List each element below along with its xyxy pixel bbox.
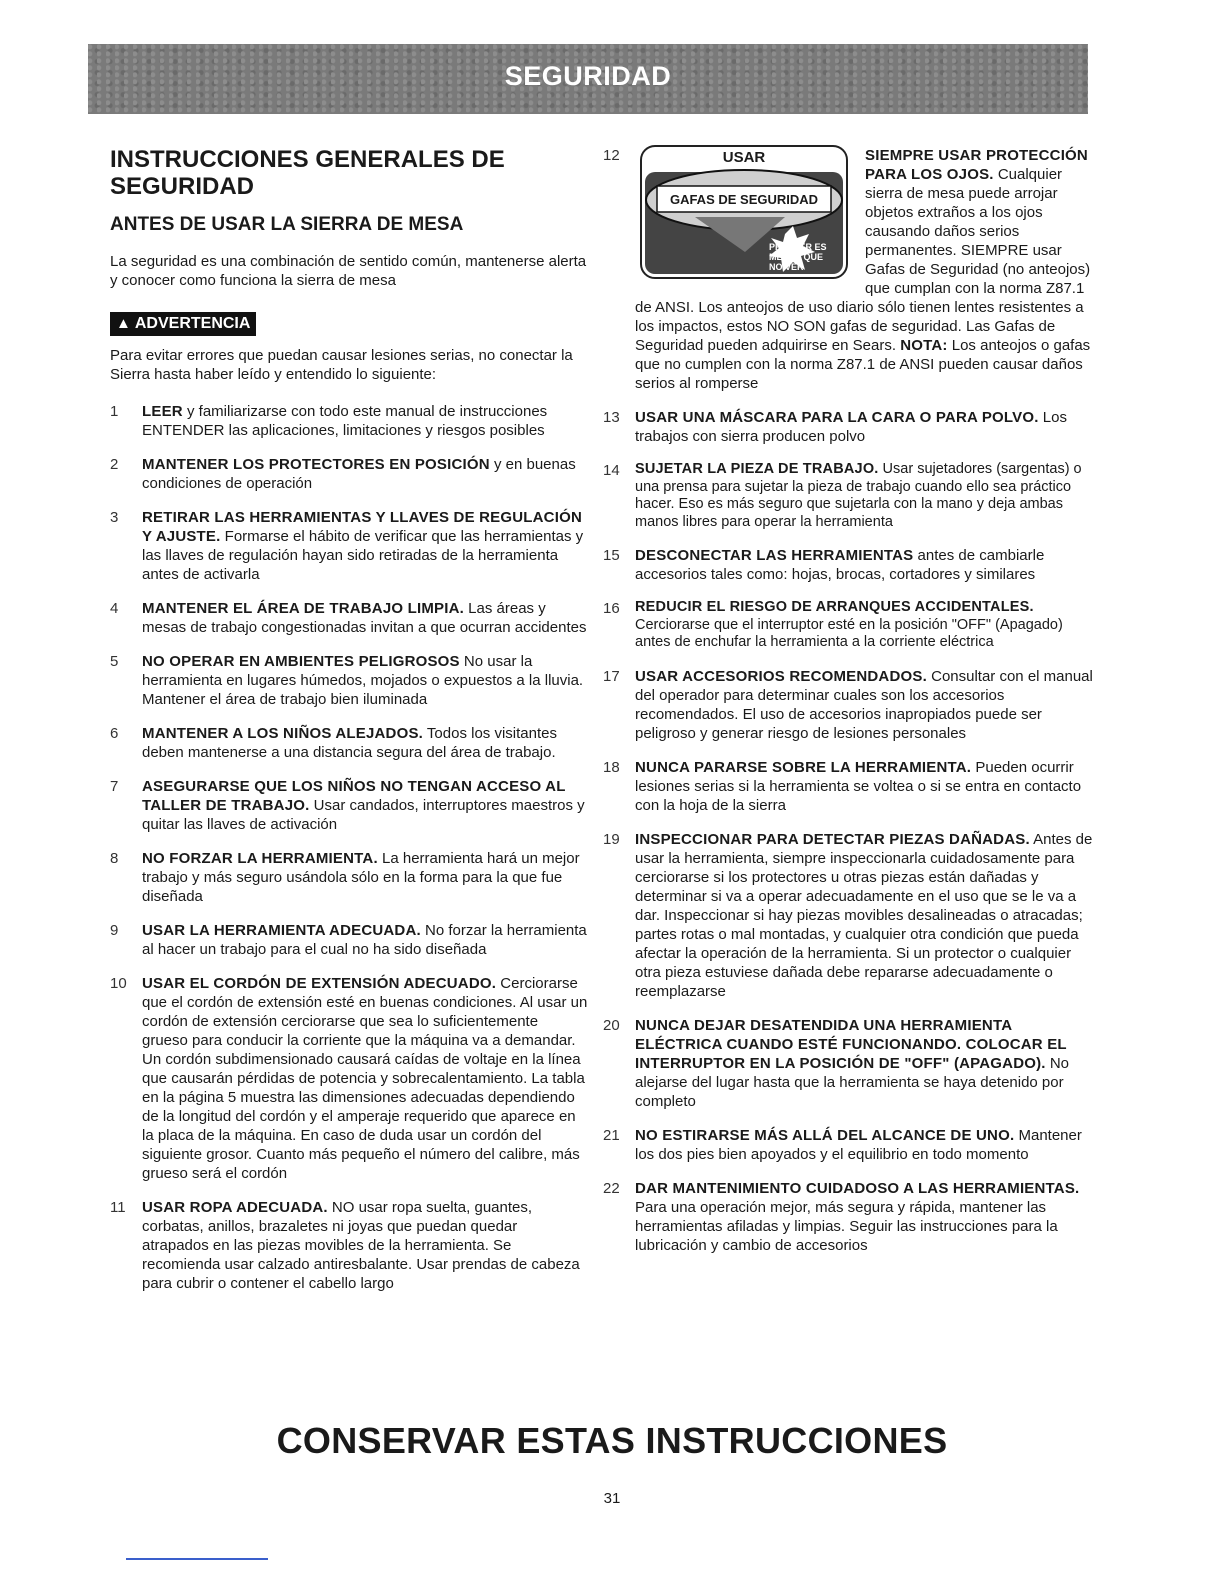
item-detail: Los trabajos con sierra producen polvo [635,409,1067,445]
item-lead: RETIRAR LAS HERRAMIENTAS Y LLAVES DE REGULACIÓN Y AJUSTE. [142,509,582,545]
list-item [110,599,588,637]
item-detail: antes de cambiarle accesorios tales como: hojas, brocas, cortadores y similares [635,547,1045,583]
left-instruction-list [110,402,588,1293]
item-detail: Usar sujetadores (sargentas) o una prensa para sujetar la pieza de trabajo cuando ello sea práctico hacer. Eso es más seguro que sujetarla con la mano y deja ambas manos libres para operar la herramienta [635,461,1082,530]
starburst-line: PREVEER ES [769,242,827,252]
list-item [603,1016,1093,1111]
list-item [110,508,588,584]
page-number: 31 [603,1490,621,1507]
item-detail: y en buenas condiciones de operación [142,456,576,492]
list-item [603,667,1093,743]
intro-paragraph: La seguridad es una combinación de sentido común, mantenerse alerta y conocer como funciona la sierra de mesa [110,253,587,289]
item-lead: MANTENER EL ÁREA DE TRABAJO LIMPIA. [142,600,465,617]
item-body [635,546,1093,584]
item-detail: Cualquier sierra de mesa puede arrojar objetos extraños a los ojos causando daños serios permanentes. SIEMPRE usar Gafas de Seguridad (no anteojos) que cumplan con la norma Z87.1 de ANSI. Los anteojos de uso diario sólo tienen lentes resistentes a los impactos, estos NO SON gafas de seguridad. Las Gafas de Seguridad pueden adquirirse en Sears. [635,166,1091,354]
item-lead: NO ESTIRARSE MÁS ALLÁ DEL ALCANCE DE UNO. [635,1126,1015,1144]
item-body [142,849,588,906]
item-detail: Usar candados, interruptores maestros y quitar las llaves de activación [142,797,585,833]
warning-badge [110,312,256,336]
item-number: 10 [110,975,127,992]
item-detail: Formarse el hábito de verificar que las herramientas y las llaves de regulación hayan sido retiradas de la herramienta antes de activarla [142,528,584,583]
item-detail: NO usar ropa suelta, guantes, corbatas, anillos, brazaletes ni joyas que puedan quedar atrapados en las piezas movibles de la herramienta. Se recomienda usar calzado antiresbalante. Usar prendas de cabeza para cubrir o contener el cabello largo [142,1199,580,1292]
starburst-line: MEJOR QUE [769,252,824,262]
goggles-top-label: USAR [722,149,766,166]
item-number: 20 [603,1016,620,1034]
item-lead: LEER [142,403,183,420]
item-body [635,1126,1093,1164]
list-item [603,408,1093,446]
list-item [110,777,588,834]
right-instruction-list [603,408,1093,1255]
item-body [142,724,588,762]
warning-text: Para evitar errores que puedan causar lesiones serias, no conectar la Sierra hasta haber leído y entendido lo siguiente: [110,347,573,383]
item-number: 21 [603,1126,620,1144]
item-lead: USAR EL CORDÓN DE EXTENSIÓN ADECUADO. [142,975,497,992]
item-lead: NO FORZAR LA HERRAMIENTA. [142,850,378,867]
item-body [142,599,588,637]
list-item [603,758,1093,815]
item-number: 7 [110,778,119,795]
item-lead: INSPECCIONAR PARA DETECTAR PIEZAS DAÑADAS. [635,830,1030,848]
item-lead: USAR LA HERRAMIENTA ADECUADA. [142,922,421,939]
list-item [110,1198,588,1293]
item-detail: y familiarizarse con todo este manual de instrucciones ENTENDER las aplicaciones, limitaciones y riesgos posibles [142,403,548,439]
item-number: 11 [110,1199,126,1216]
list-item [603,461,1093,531]
list-item [603,830,1093,1001]
list-item [603,146,1093,393]
item-body [142,455,588,493]
item-lead: USAR ROPA ADECUADA. [142,1199,328,1216]
item-detail: Pueden ocurrir lesiones serias si la herramienta se voltea o si se entra en contacto con la hoja de la sierra [635,758,1082,814]
item-lead: REDUCIR EL RIESGO DE ARRANQUES ACCIDENTALES. [635,599,1034,615]
item-body [142,974,588,1183]
item-lead: USAR ACCESORIOS RECOMENDADOS. [635,667,927,685]
item-lead: NO OPERAR EN AMBIENTES PELIGROSOS [142,653,460,670]
item-detail: Cerciorarse que el interruptor esté en la posición "OFF" (Apagado) antes de enchufar la herramienta a la corriente eléctrica [635,616,1063,650]
item-lead: USAR UNA MÁSCARA PARA LA CARA O PARA POLVO. [635,409,1039,426]
item-detail: Mantener los dos pies bien apoyados y el equilibrio en todo momento [635,1126,1082,1163]
item-body [142,508,588,584]
list-item [110,724,588,762]
starburst-line: NO VER [769,262,804,272]
item-body [635,758,1093,815]
note-label: NOTA: [900,337,948,354]
item-detail: La herramienta hará un mejor trabajo y más seguro usándola sólo en la forma para la que fue diseñada [142,850,580,905]
item-body [635,408,1093,446]
item-detail: Antes de usar la herramienta, siempre inspeccionarla cuidadosamente para cerciorarse si los protectores u otras piezas están dañadas y determinar si va a operar adecuadamente en el uso que se le va a dar. Inspeccionar si hay piezas movibles desalineadas o atracadas; partes rotas o mal montadas, y cualquier otra condición que pueda afectar la operación de la herramienta. Si un protector o cualquier otra pieza estuviese dañada debe repararse adecuadamente o reemplazarse [635,830,1093,1000]
item-body [142,921,588,959]
list-item [603,546,1093,584]
item-lead: MANTENER LOS PROTECTORES EN POSICIÓN [142,456,490,473]
item-detail: No forzar la herramienta al hacer un trabajo para el cual no ha sido diseñada [142,922,587,958]
warning-label: ADVERTENCIA [134,315,251,332]
item-body [635,599,1093,652]
item-detail: Para una operación mejor, más segura y rápida, mantener las herramientas afiladas y limpias. Seguir las instrucciones para la lubricación y cambio de accesorios [635,1198,1058,1254]
list-item [603,599,1093,652]
item-number: 14 [603,462,620,479]
item-number: 5 [110,653,119,670]
page-heading: INSTRUCCIONES GENERALES DE SEGURIDAD [110,146,505,200]
item-number: 6 [110,725,119,742]
item-detail: No alejarse del lugar hasta que la herramienta se haya detenido por completo [635,1054,1069,1110]
item-body [142,402,588,440]
item-number: 1 [110,403,119,420]
item-body [142,777,588,834]
item-number: 2 [110,456,119,473]
item-body [142,1198,588,1293]
item-number: 19 [603,830,620,848]
list-item [110,455,588,493]
note-text: Los anteojos o gafas que no cumplen con la norma Z87.1 de ANSI pueden causar daños serios al romperse [635,337,1091,392]
list-item [110,402,588,440]
item-lead: NUNCA PARARSE SOBRE LA HERRAMIENTA. [635,758,972,776]
list-item [110,921,588,959]
footer-title: CONSERVAR ESTAS INSTRUCCIONES [276,1420,948,1461]
right-column [603,146,1093,1270]
item-detail: Todos los visitantes deben mantenerse a una distancia segura del área de trabajo. [142,725,557,761]
item-detail: Cerciorarse que el cordón de extensión esté en buenas condiciones. Al usar un cordón de extensión cerciorarse que sea lo suficientemente grueso para conducir la corriente que la máquina va a demandar. Un cordón subdimensionado causará caídas de voltaje en la línea que causarán pérdidas de potencia y sobrecalentamiento. La tabla en la página 5 muestra las dimensiones adecuadas dependiendo de la longitud del cordón y el amperaje requerido que aparece en la placa de la máquina. En caso de duda usar un cordón del siguiente grosor. Cuanto más pequeño el número del calibre, más grueso será el cordón [142,975,588,1182]
item-number: 16 [603,600,620,617]
list-item [603,1126,1093,1164]
subheading: ANTES DE USAR LA SIERRA DE MESA [110,214,464,235]
item-number: 22 [603,1179,620,1197]
item-detail: Las áreas y mesas de trabajo congestionadas invitan a que ocurran accidentes [142,600,587,636]
item-lead: ASEGURARSE QUE LOS NIÑOS NO TENGAN ACCESO AL TALLER DE TRABAJO. [142,778,566,814]
bottom-rule [126,1558,268,1560]
item-number: 4 [110,600,119,617]
item-lead: SUJETAR LA PIEZA DE TRABAJO. [635,461,879,477]
item-lead: SIEMPRE USAR PROTECCIÓN PARA LOS OJOS. [865,147,1088,183]
item-number: 18 [603,758,620,776]
item-number: 17 [603,667,620,685]
item-body [635,1016,1093,1111]
item-body [142,652,588,709]
item-lead: MANTENER A LOS NIÑOS ALEJADOS. [142,725,424,742]
list-item [603,1179,1093,1255]
item-body [635,830,1093,1001]
item-number: 15 [603,547,620,564]
item-lead: DESCONECTAR LAS HERRAMIENTAS [635,547,914,564]
list-item [110,974,588,1183]
item-body [635,146,1093,393]
item-number: 13 [603,409,620,426]
item-detail: Consultar con el manual del operador para determinar cuales son los accesorios recomendados. El uso de accesorios inapropiados puede ser peligroso y generar riesgo de lesiones personales [635,667,1093,742]
list-item [110,849,588,906]
item-detail: No usar la herramienta en lugares húmedos, mojados o expuestos a la lluvia. Mantener el área de trabajo bien iluminada [142,653,584,708]
item-number: 9 [110,922,119,939]
section-title: SEGURIDAD [504,61,672,91]
item-body [635,667,1093,743]
section-banner [88,44,1088,114]
item-lead: NUNCA DEJAR DESATENDIDA UNA HERRAMIENTA ELÉCTRICA CUANDO ESTÉ FUNCIONANDO. COLOCAR EL INTERRUPTOR EN LA POSICIÓN DE "OFF" (APAGADO). [635,1016,1067,1072]
item-number: 12 [603,147,620,164]
goggles-label: GAFAS DE SEGURIDAD [669,192,819,207]
item-body [635,461,1093,531]
item-body [635,1179,1093,1255]
item-number: 8 [110,850,119,867]
starburst-text [769,242,849,272]
item-number: 3 [110,509,119,526]
warning-triangle-icon: ▲ [116,315,131,332]
left-column [110,146,588,1308]
item-lead: DAR MANTENIMIENTO CUIDADOSO A LAS HERRAMIENTAS. [635,1179,1080,1197]
list-item [110,652,588,709]
safety-goggles-graphic [635,142,853,282]
